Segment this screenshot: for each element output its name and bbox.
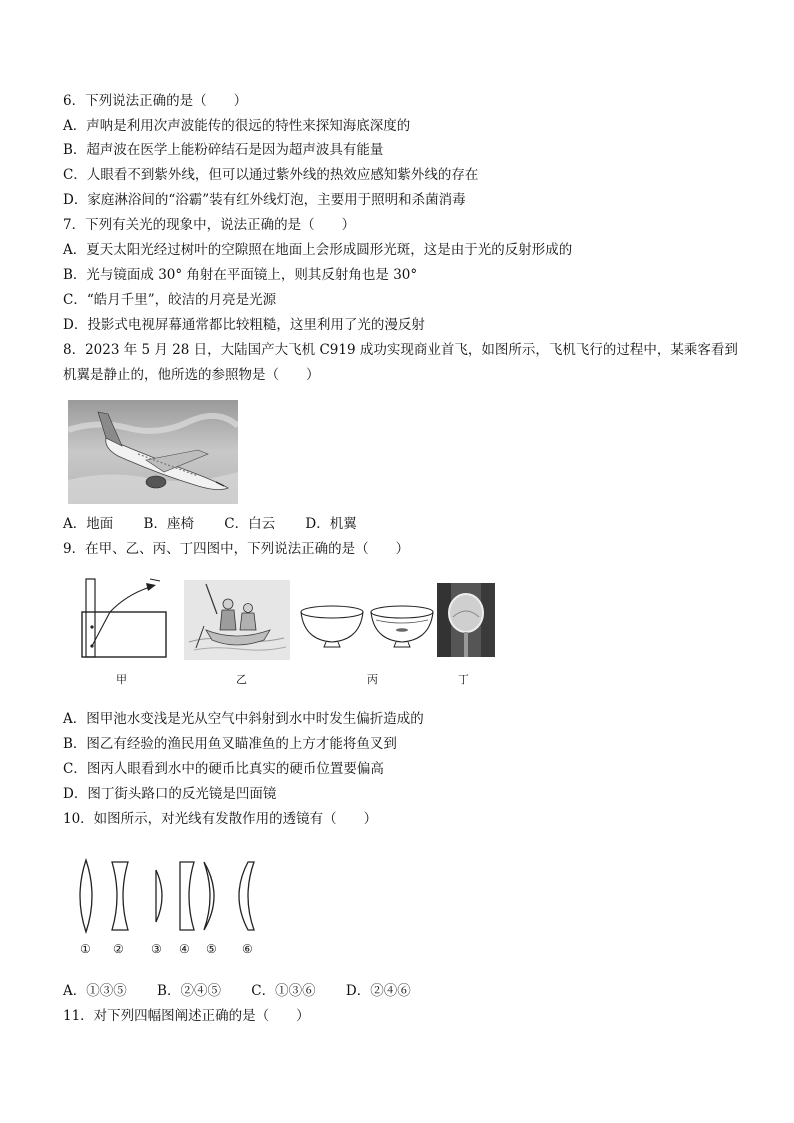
- q8-option-c: C．白云: [224, 516, 276, 532]
- q9-option-c: C．图丙人眼看到水中的硬币比真实的硬币位置要偏高: [63, 761, 384, 777]
- q11-stem: 11．对下列四幅图阐述正确的是（ ）: [63, 1008, 310, 1024]
- lens-2-biconcave: [112, 862, 128, 930]
- q7-option-c: C．“皓月千里”，皎洁的月亮是光源: [63, 292, 277, 308]
- q7-option-b: B．光与镜面成 30° 角射在平面镜上，则其反射角也是 30°: [63, 267, 418, 283]
- q10-stem: 10．如图所示，对光线有发散作用的透镜有（ ）: [63, 811, 378, 827]
- lens-6-meniscus-concave: [239, 862, 254, 930]
- caption-ding: 丁: [458, 673, 469, 686]
- q8-stem-line1: 8．2023 年 5 月 28 日，大陆国产大飞机 C919 成功实现商业首飞，如图所示，飞机飞行的过程中，某乘客看到: [63, 342, 738, 358]
- q10-options: [63, 982, 437, 1000]
- figure-yi-fishermen: [184, 580, 290, 660]
- q7-option-d: D．投影式电视屏幕通常都比较粗糙，这里利用了光的漫反射: [63, 317, 425, 333]
- lens-label-2: ②: [113, 942, 124, 956]
- caption-bing: 丙: [367, 673, 378, 686]
- q8-stem-line2: 机翼是静止的，他所选的参照物是（ ）: [63, 367, 320, 383]
- caption-yi: 乙: [236, 673, 247, 686]
- q10-option-c: C．①③⑥: [251, 983, 316, 999]
- q6-option-b: B．超声波在医学上能粉碎结石是因为超声波具有能量: [63, 142, 384, 158]
- q9-option-b: B．图乙有经验的渔民用鱼叉瞄准鱼的上方才能将鱼叉到: [63, 736, 397, 752]
- lens-label-1: ①: [80, 942, 91, 956]
- q8-option-a: A．地面: [63, 516, 114, 532]
- q8-option-d: D．机翼: [305, 516, 357, 532]
- figure-jia-pool: [80, 575, 170, 660]
- q6-option-a: A．声呐是利用次声波能传的很远的特性来探知海底深度的: [63, 118, 411, 134]
- q7-stem: 7．下列有关光的现象中，说法正确的是（ ）: [63, 217, 356, 233]
- q6-stem: 6．下列说法正确的是（ ）: [63, 93, 248, 109]
- lens-label-3: ③: [151, 942, 162, 956]
- lenses-figure: [72, 856, 262, 936]
- caption-jia: 甲: [116, 673, 127, 686]
- lens-3-plano-convex: [156, 870, 162, 922]
- lens-label-4: ④: [179, 942, 190, 956]
- q10-option-b: B．②④⑤: [157, 983, 221, 999]
- lens-1-biconvex: [80, 860, 92, 932]
- q8-options: [63, 515, 383, 533]
- lens-4-plano-concave: [180, 862, 194, 930]
- q8-option-b: B．座椅: [143, 516, 194, 532]
- q9-stem: 9．在甲、乙、丙、丁四图中，下列说法正确的是（ ）: [63, 541, 410, 557]
- airplane-figure: [68, 400, 238, 504]
- lens-label-5: ⑤: [206, 942, 217, 956]
- q6-option-c: C．人眼看不到紫外线，但可以通过紫外线的热效应感知紫外线的存在: [63, 167, 479, 183]
- figure-bing-bowls: [298, 602, 438, 652]
- q6-option-d: D．家庭淋浴间的“浴霸”装有红外线灯泡，主要用于照明和杀菌消毒: [63, 192, 466, 208]
- lens-label-6: ⑥: [242, 942, 253, 956]
- q10-option-d: D．②④⑥: [345, 983, 411, 999]
- q7-option-a: A．夏天太阳光经过树叶的空隙照在地面上会形成圆形光斑，这是由于光的反射形成的: [63, 242, 573, 258]
- figure-ding-street-mirror: [437, 583, 495, 657]
- lens-5-meniscus: [204, 862, 214, 930]
- q9-option-a: A．图甲池水变浅是光从空气中斜射到水中时发生偏折造成的: [63, 711, 424, 727]
- q10-option-a: A．①③⑤: [63, 983, 127, 999]
- q9-option-d: D．图丁街头路口的反光镜是凹面镜: [63, 786, 277, 802]
